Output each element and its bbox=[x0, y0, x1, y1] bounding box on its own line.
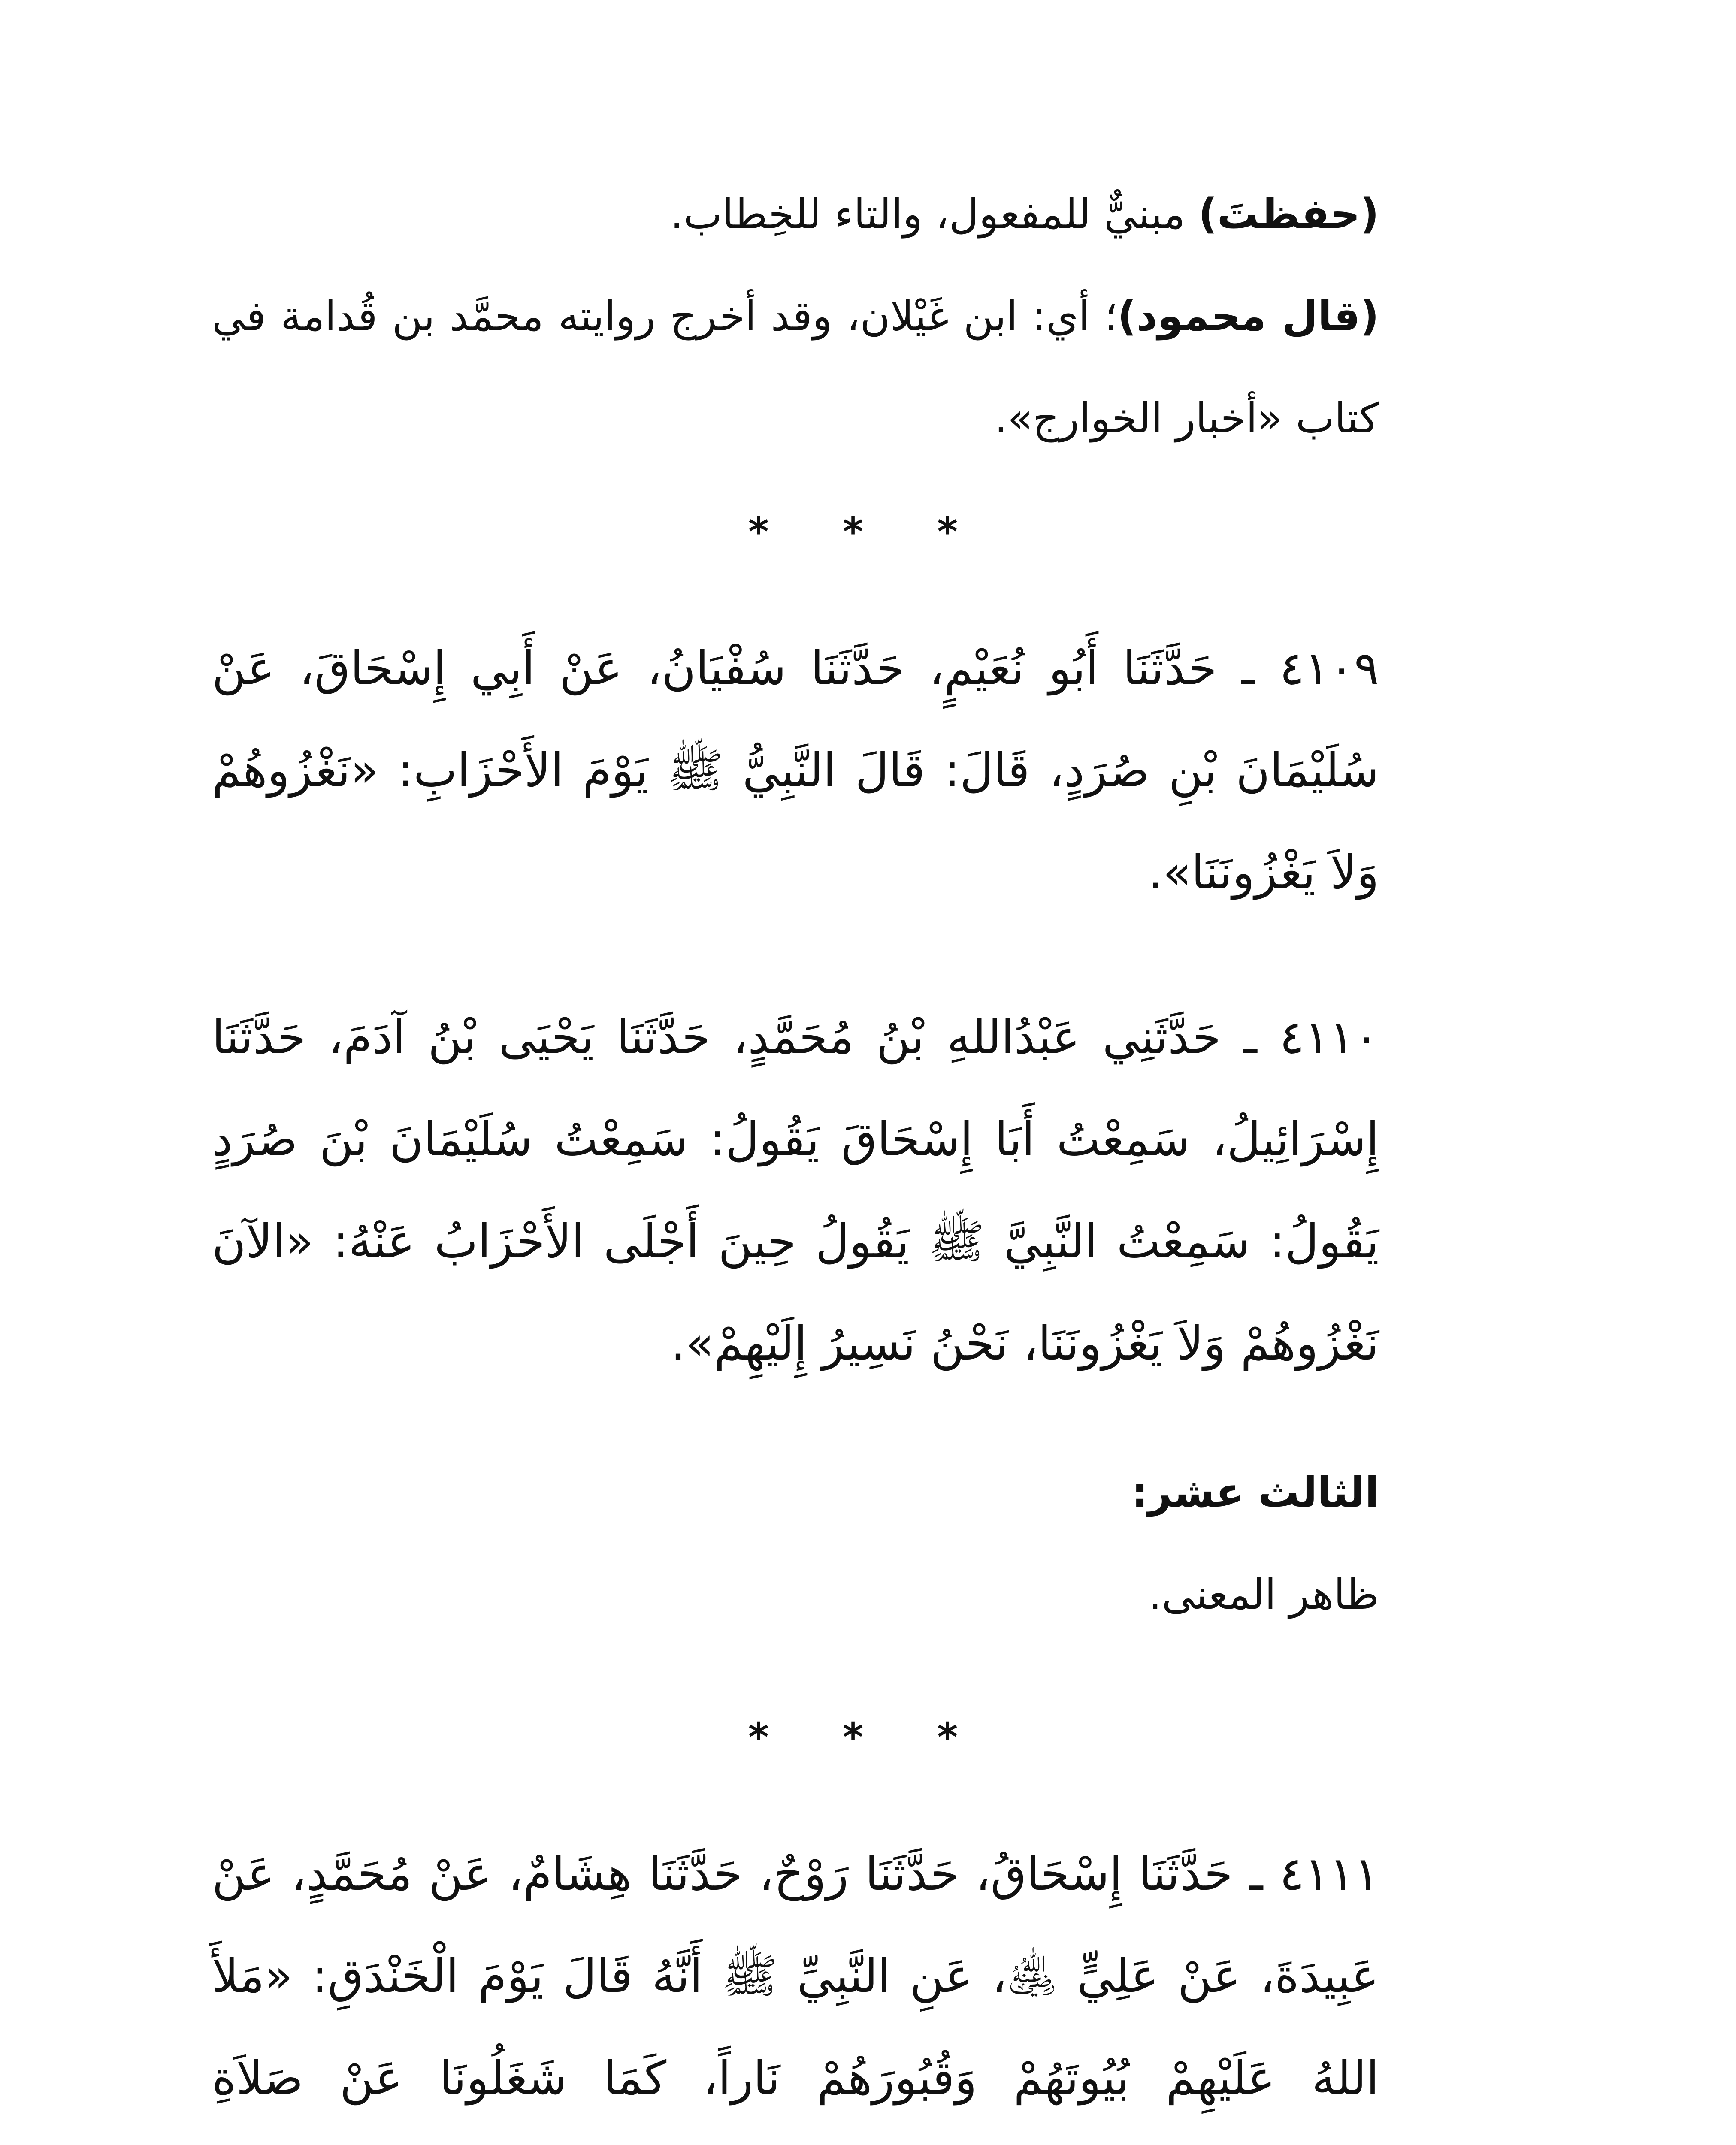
section-heading: الثالث عشر: bbox=[1131, 1468, 1379, 1517]
commentary-block bbox=[212, 163, 1379, 469]
commentary-line-1 bbox=[212, 163, 1379, 265]
commentary-term: (قال محمود) bbox=[1117, 292, 1379, 340]
hadith-4111: ٤١١١ ـ حَدَّثَنَا إِسْحَاقُ، حَدَّثَنَا رَوْحٌ، حَدَّثَنَا هِشَامٌ، عَنْ مُحَمَّدٍ، عَنْ عَبِيدَةَ، عَنْ عَلِيٍّ ﵁، عَنِ النَّبِيِّ ﷺ أَنَّهُ قَالَ يَوْمَ الْخَنْدَقِ: «مَلأَ اللهُ عَلَيْهِمْ بُيُوتَهُمْ وَقُبُورَهُمْ نَاراً، كَمَا شَغَلُونَا عَنْ صَلاَةِ bbox=[212, 1847, 1379, 2105]
section-text: ظاهر المعنى. bbox=[1149, 1571, 1379, 1619]
hadith-4110-block bbox=[212, 987, 1379, 1395]
section-separator: * * * bbox=[748, 509, 988, 555]
commentary-text: مبنيٌّ للمفعول، والتاء للخِطاب. bbox=[670, 190, 1198, 238]
hadith-4110: ٤١١٠ ـ حَدَّثَنِي عَبْدُاللهِ بْنُ مُحَمَّدٍ، حَدَّثَنَا يَحْيَى بْنُ آدَمَ، حَدَّثَنَا إِسْرَائِيلُ، سَمِعْتُ أَبَا إِسْحَاقَ يَقُولُ: سَمِعْتُ سُلَيْمَانَ بْنَ صُرَدٍ يَقُولُ: سَمِعْتُ النَّبِيَّ ﷺ يَقُولُ حِينَ أَجْلَى الأَحْزَابُ عَنْهُ: «الآنَ نَغْزُوهُمْ وَلاَ يَغْزُونَنَا، نَحْنُ نَسِيرُ إِلَيْهِمْ». bbox=[212, 1011, 1379, 1371]
section-block bbox=[212, 1441, 1379, 1646]
hadith-4109: ٤١٠٩ ـ حَدَّثَنَا أَبُو نُعَيْمٍ، حَدَّثَنَا سُفْيَانُ، عَنْ أَبِي إِسْحَاقَ، عَنْ سُلَيْمَانَ بْنِ صُرَدٍ، قَالَ: قَالَ النَّبِيُّ ﷺ يَوْمَ الأَحْزَابِ: «نَغْزُوهُمْ وَلاَ يَغْزُونَنَا». bbox=[212, 642, 1379, 900]
hadith-4111-block bbox=[212, 1823, 1379, 2145]
commentary-line-2 bbox=[212, 265, 1379, 469]
hadith-4109-block bbox=[212, 618, 1379, 924]
section-separator: * * * bbox=[748, 1714, 988, 1760]
commentary-text: ؛ أي: ابن غَيْلان، وقد أخرج روايته محمَّد بن قُدامة في كتاب «أخبار الخوارج». bbox=[212, 292, 1379, 442]
commentary-term: (حفظتَ) bbox=[1198, 190, 1379, 238]
